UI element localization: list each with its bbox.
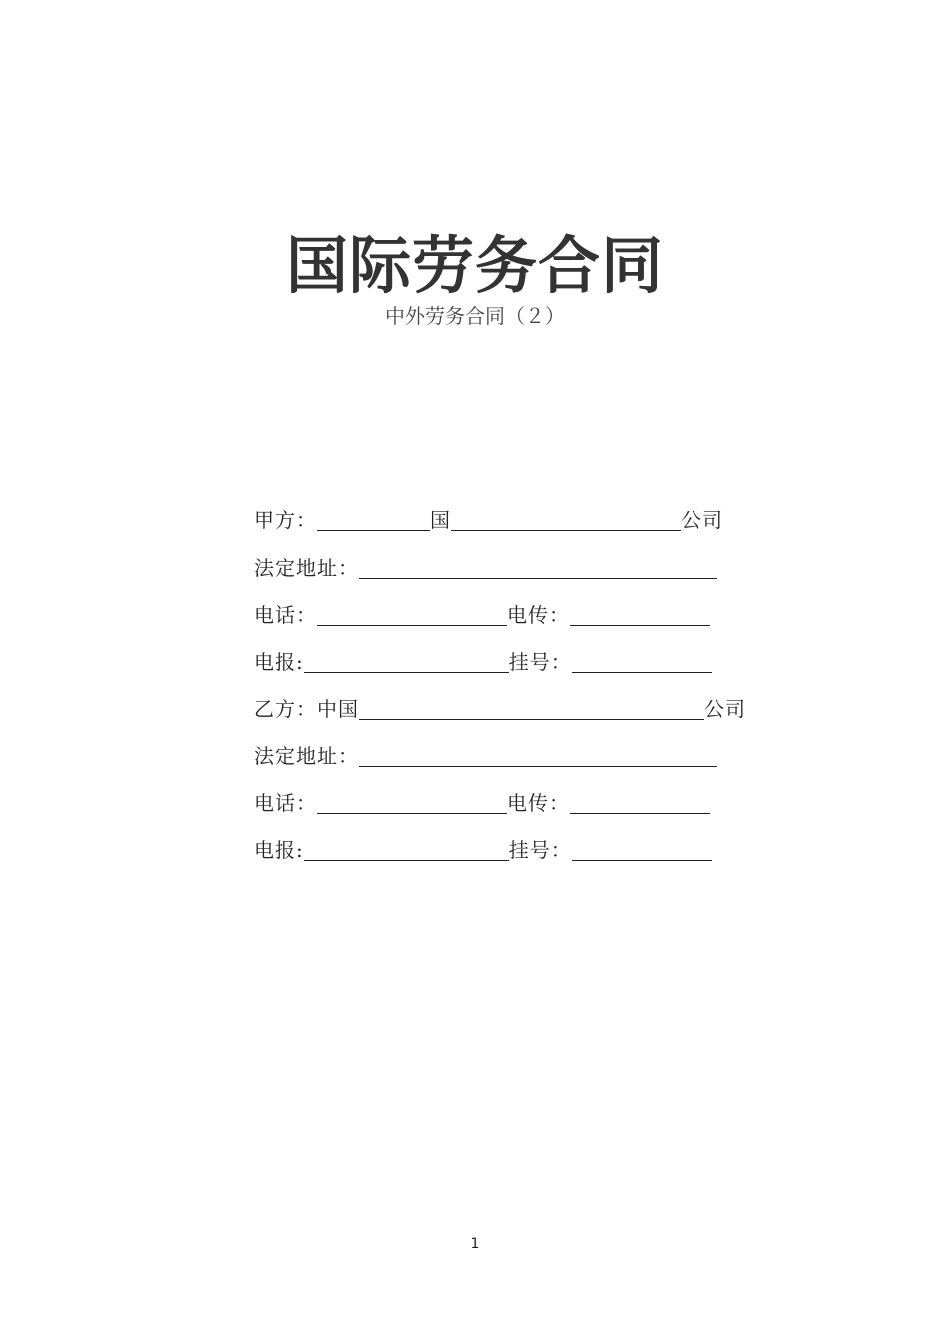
party-a-cable-blank[interactable] <box>572 650 712 673</box>
party-b-phone-label: 电话： <box>254 791 317 815</box>
party-a-address-row <box>254 553 717 583</box>
party-b-company-blank[interactable] <box>359 697 704 720</box>
party-b-telegram-label: 电报: <box>254 838 304 862</box>
party-b-telegram-row <box>254 835 712 865</box>
party-a-name-row <box>254 505 723 535</box>
party-b-fax-blank[interactable] <box>570 791 710 814</box>
party-a-telegram-blank[interactable] <box>304 650 509 673</box>
party-a-company-suffix: 公司 <box>681 508 723 532</box>
party-b-phone-row <box>254 788 710 818</box>
document-subtitle: 中外劳务合同（２） <box>385 304 565 328</box>
party-a-cable-label: 挂号： <box>508 650 572 674</box>
party-b-company-suffix: 公司 <box>704 697 746 721</box>
party-b-cable-blank[interactable] <box>572 838 712 861</box>
party-a-country-blank[interactable] <box>317 508 430 531</box>
party-b-label: 乙方：中国 <box>254 697 359 721</box>
party-b-name-row <box>254 694 746 724</box>
party-a-phone-label: 电话： <box>254 603 317 627</box>
party-b-cable-label: 挂号： <box>508 838 572 862</box>
party-b-address-row <box>254 741 717 771</box>
party-a-country-suffix: 国 <box>430 508 451 532</box>
party-b-telegram-blank[interactable] <box>304 838 509 861</box>
party-b-address-label: 法定地址： <box>254 744 359 768</box>
party-a-phone-row <box>254 600 710 630</box>
party-a-label: 甲方： <box>254 508 317 532</box>
party-a-address-label: 法定地址： <box>254 556 359 580</box>
party-a-company-blank[interactable] <box>451 508 681 531</box>
party-b-fax-label: 电传： <box>507 791 570 815</box>
party-a-phone-blank[interactable] <box>317 603 507 626</box>
party-b-address-blank[interactable] <box>359 744 717 767</box>
party-b-phone-blank[interactable] <box>317 791 507 814</box>
party-a-telegram-label: 电报: <box>254 650 304 674</box>
page-number: 1 <box>470 1236 480 1252</box>
document-title: 国际劳务合同 <box>285 229 664 302</box>
party-a-fax-label: 电传： <box>507 603 570 627</box>
party-a-fax-blank[interactable] <box>570 603 710 626</box>
party-a-telegram-row <box>254 647 712 677</box>
party-a-address-blank[interactable] <box>359 556 717 579</box>
